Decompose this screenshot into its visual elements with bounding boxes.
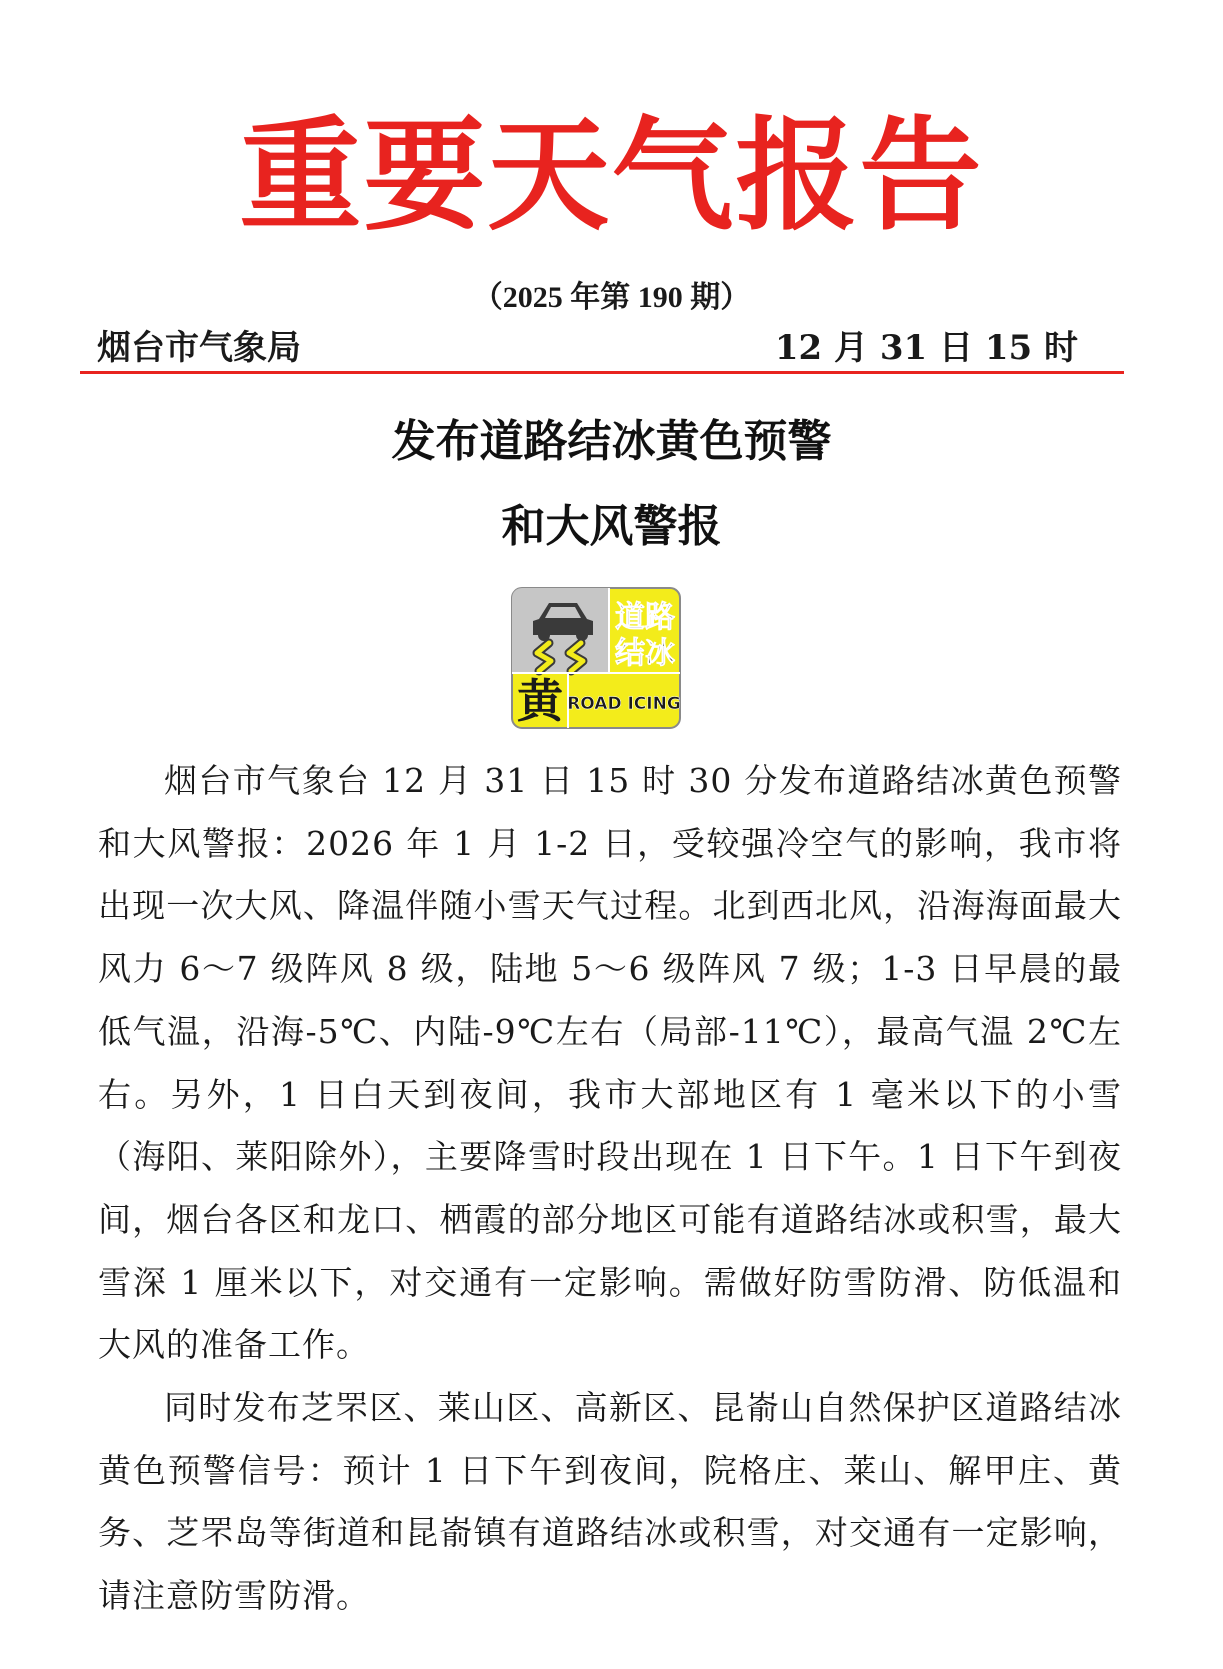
issue-date: 12 月 31 日 15 时 [774, 328, 1078, 368]
red-divider-line [80, 371, 1124, 374]
icon-level-char: 黄 [517, 674, 563, 728]
icon-label-en: ROAD ICING [567, 694, 681, 714]
report-masthead-title: 重要天气报告 [239, 103, 984, 247]
icon-label-cn-1: 道路 [615, 600, 675, 635]
icon-label-cn-2: 结冰 [615, 636, 675, 671]
paragraph-text: 同时发布芝罘区、莱山区、高新区、昆嵛山自然保护区道路结冰黄色预警信号：预计 1 日下午到夜间，院格庄、莱山、解甲庄、黄务、芝罘岛等街道和昆嵛镇有道路结冰或积雪，对交通有一定影响，请注意防雪防滑。 [98, 1388, 1122, 1616]
warning-icon-graphic [511, 587, 681, 729]
headline-line-2: 和大风警报 [501, 501, 722, 552]
body-paragraph-1 [98, 750, 1122, 1377]
headline-line-1: 发布道路结冰黄色预警 [391, 416, 832, 467]
body-paragraph-2 [98, 1377, 1122, 1628]
road-icing-yellow-warning-icon [511, 587, 681, 729]
issuing-organization: 烟台市气象局 [97, 328, 301, 368]
paragraph-text: 烟台市气象台 12 月 31 日 15 时 30 分发布道路结冰黄色预警和大风警报：2026 年 1 月 1-2 日，受较强冷空气的影响，我市将出现一次大风、降温伴随小雪天气过程。北到西北风，沿海海面最大风力 6～7 级阵风 8 级，陆地 5～6 级阵风 7 级；1-3 日早晨的最低气温，沿海-5℃、内陆-9℃左右（局部-11℃），最高气温 2℃左右。另外，1 日白天到夜间，我市大部地区有 1 毫米以下的小雪（海阳、莱阳除外），主要降雪时段出现在 1 日下午。1 日下午到夜间，烟台各区和龙口、栖霞的部分地区可能有道路结冰或积雪，最大雪深 1 厘米以下，对交通有一定影响。需做好防雪防滑、防低温和大风的准备工作。 [98, 761, 1122, 1365]
issue-number: （2025 年第 190 期） [472, 281, 751, 314]
